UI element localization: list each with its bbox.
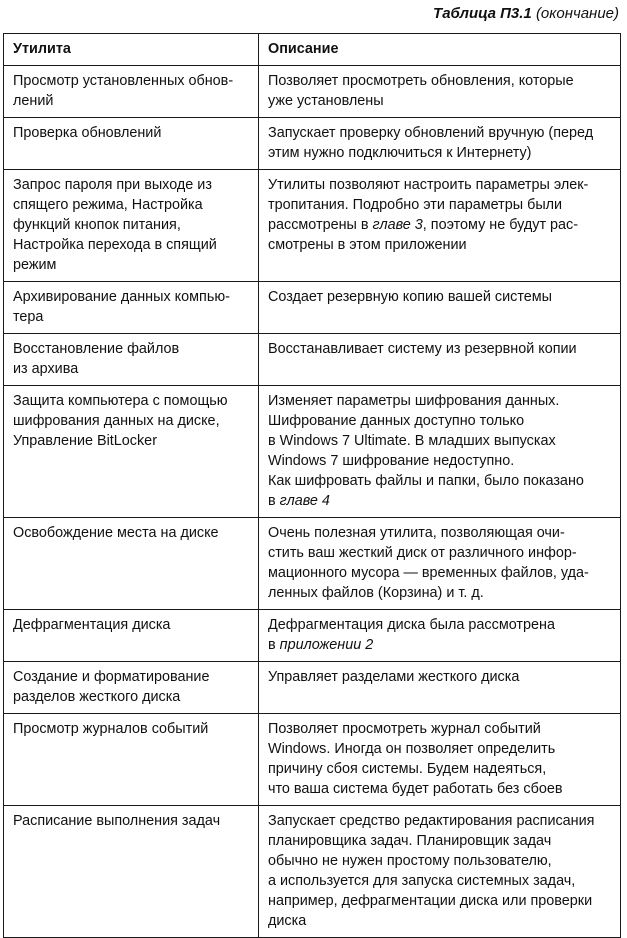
utility-line: режим xyxy=(13,257,57,273)
utility-line: Расписание выполнения задач xyxy=(13,813,221,829)
utility-line: Восстановление файлов xyxy=(13,341,180,357)
cross-reference: приложении 2 xyxy=(279,637,374,653)
description-line: Шифрование данных доступно только xyxy=(268,413,525,429)
description-cell xyxy=(259,334,621,386)
utility-cell xyxy=(4,714,259,806)
description-line: Позволяет просмотреть журнал событий xyxy=(268,721,541,737)
description-line: например, дефрагментации диска или проверки xyxy=(268,893,593,909)
description-line: обычно не нужен простому пользователю, xyxy=(268,853,552,869)
table-row xyxy=(4,66,621,118)
utility-line: Архивирование данных компью- xyxy=(13,289,230,305)
description-line: планировщика задач. Планировщик задач xyxy=(268,833,552,849)
utility-line: лений xyxy=(13,93,54,109)
utility-line: шифрования данных на диске, xyxy=(13,413,220,429)
utility-line: Управление BitLocker xyxy=(13,433,157,449)
table-row xyxy=(4,518,621,610)
description-line: тропитания. Подробно эти параметры были xyxy=(268,197,563,213)
table-row xyxy=(4,118,621,170)
description-line: Изменяет параметры шифрования данных. xyxy=(268,393,560,409)
utility-line: Настройка перехода в спящий xyxy=(13,237,217,253)
utility-line: Освобождение места на диске xyxy=(13,525,219,541)
utility-cell xyxy=(4,66,259,118)
description-line: Запускает проверку обновлений вручную (перед xyxy=(268,125,594,141)
description-line: Управляет разделами жесткого диска xyxy=(268,669,520,685)
table-caption-label: Таблица П3.1 xyxy=(433,5,532,22)
utility-line: Создание и форматирование xyxy=(13,669,210,685)
utility-line: Просмотр журналов событий xyxy=(13,721,209,737)
utility-cell xyxy=(4,610,259,662)
description-cell xyxy=(259,518,621,610)
utility-line: Запрос пароля при выходе из xyxy=(13,177,212,193)
description-cell xyxy=(259,662,621,714)
description-line: смотрены в этом приложении xyxy=(268,237,467,253)
description-line: Запускает средство редактирования расписания xyxy=(268,813,595,829)
description-line: Windows. Иногда он позволяет определить xyxy=(268,741,556,757)
description-line: а используется для запуска системных задач, xyxy=(268,873,576,889)
description-cell xyxy=(259,806,621,938)
description-cell xyxy=(259,66,621,118)
description-cell xyxy=(259,610,621,662)
description-line: что ваша система будет работать без сбоев xyxy=(268,781,563,797)
description-line: Очень полезная утилита, позволяющая очи- xyxy=(268,525,565,541)
table-row xyxy=(4,662,621,714)
utility-line: из архива xyxy=(13,361,79,377)
utility-line: тера xyxy=(13,309,44,325)
description-line: диска xyxy=(268,913,307,929)
utility-line: Дефрагментация диска xyxy=(13,617,171,633)
table-caption xyxy=(433,4,619,24)
utility-cell xyxy=(4,282,259,334)
table-row xyxy=(4,282,621,334)
utility-line: спящего режима, Настройка xyxy=(13,197,203,213)
description-line: в приложении 2 xyxy=(268,637,374,653)
description-line: уже установлены xyxy=(268,93,384,109)
description-line: причину сбоя системы. Будем надеяться, xyxy=(268,761,547,777)
description-line: Создает резервную копию вашей системы xyxy=(268,289,552,305)
table-header-row xyxy=(4,34,621,66)
column-header-utility: Утилита xyxy=(4,34,259,66)
column-header-description: Описание xyxy=(259,34,621,66)
description-line: мационного мусора — временных файлов, уда- xyxy=(268,565,589,581)
description-cell xyxy=(259,170,621,282)
table-row xyxy=(4,610,621,662)
description-line: Дефрагментация диска была рассмотрена xyxy=(268,617,555,633)
description-cell xyxy=(259,386,621,518)
description-line: Windows 7 шифрование недоступно. xyxy=(268,453,515,469)
utility-line: разделов жесткого диска xyxy=(13,689,181,705)
utilities-table xyxy=(3,33,621,938)
description-cell xyxy=(259,714,621,806)
description-line: в Windows 7 Ultimate. В младших выпусках xyxy=(268,433,556,449)
description-line: в главе 4 xyxy=(268,493,330,509)
table-row xyxy=(4,170,621,282)
table-row xyxy=(4,334,621,386)
table-body xyxy=(4,66,621,938)
table-row xyxy=(4,714,621,806)
description-line: этим нужно подключиться к Интернету) xyxy=(268,145,532,161)
utility-line: Проверка обновлений xyxy=(13,125,162,141)
utility-cell xyxy=(4,118,259,170)
description-line: Утилиты позволяют настроить параметры элек- xyxy=(268,177,589,193)
table-row xyxy=(4,386,621,518)
utility-cell xyxy=(4,170,259,282)
utility-line: Просмотр установленных обнов- xyxy=(13,73,234,89)
utility-cell xyxy=(4,334,259,386)
description-line: Как шифровать файлы и папки, было показано xyxy=(268,473,584,489)
description-line: рассмотрены в главе 3, поэтому не будут рас- xyxy=(268,217,579,233)
utility-cell xyxy=(4,518,259,610)
utility-cell xyxy=(4,806,259,938)
cross-reference: главе 4 xyxy=(279,493,330,509)
utility-cell xyxy=(4,386,259,518)
table-caption-note: (окончание) xyxy=(535,5,619,22)
table-row xyxy=(4,806,621,938)
description-cell xyxy=(259,282,621,334)
utility-line: Защита компьютера с помощью xyxy=(13,393,228,409)
utility-line: функций кнопок питания, xyxy=(13,217,181,233)
description-line: ленных файлов (Корзина) и т. д. xyxy=(268,585,484,601)
description-cell xyxy=(259,118,621,170)
utility-cell xyxy=(4,662,259,714)
description-line: стить ваш жесткий диск от различного инфор- xyxy=(268,545,577,561)
description-line: Восстанавливает систему из резервной копии xyxy=(268,341,577,357)
cross-reference: главе 3 xyxy=(372,217,423,233)
description-line: Позволяет просмотреть обновления, которые xyxy=(268,73,574,89)
